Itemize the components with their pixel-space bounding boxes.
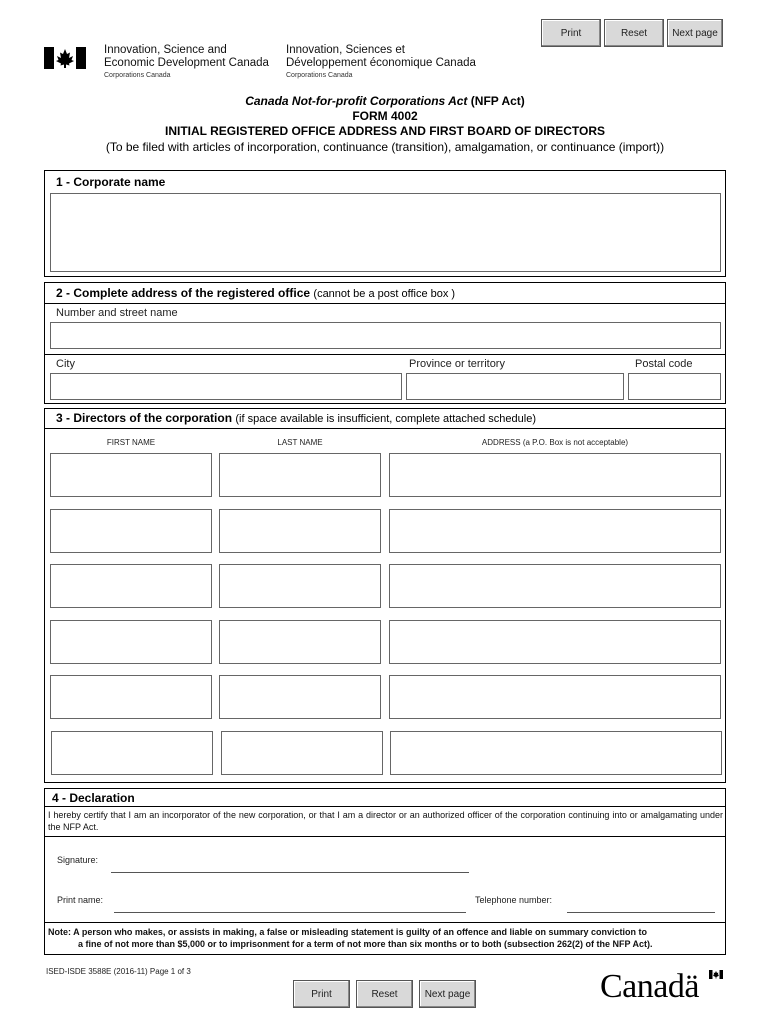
director-address-field[interactable] [389, 675, 721, 719]
city-field[interactable] [50, 373, 402, 400]
director-last-name-field[interactable] [219, 675, 381, 719]
director-first-name-field[interactable] [50, 675, 212, 719]
section-divider [44, 922, 726, 923]
signature-line[interactable] [111, 872, 469, 873]
postal-code-label: Postal code [635, 358, 693, 370]
section-divider [44, 354, 726, 355]
print-name-field[interactable] [114, 912, 466, 913]
director-last-name-field[interactable] [221, 731, 383, 775]
canada-flag-icon [44, 47, 86, 69]
director-address-field[interactable] [389, 564, 721, 608]
form-number: FORM 4002 [352, 109, 418, 123]
director-last-name-field[interactable] [219, 620, 381, 664]
signature-label: Signature: [57, 855, 99, 865]
column-header-address: ADDRESS (a P.O. Box is not acceptable) [481, 438, 629, 447]
column-header-last-name: LAST NAME [277, 438, 323, 447]
province-label: Province or territory [409, 358, 505, 370]
telephone-field[interactable] [567, 912, 715, 913]
province-field[interactable] [406, 373, 624, 400]
next-page-button[interactable]: Next page [667, 19, 723, 47]
print-button[interactable]: Print [293, 980, 350, 1008]
next-page-button[interactable]: Next page [419, 980, 476, 1008]
director-first-name-field[interactable] [50, 453, 212, 497]
postal-code-field[interactable] [628, 373, 721, 400]
legal-note-line-1: Note: A person who makes, or assists in making, a false or misleading statement is guilty of an offence and liable on summary conviction to [48, 927, 647, 937]
director-last-name-field[interactable] [219, 564, 381, 608]
director-address-field[interactable] [389, 453, 721, 497]
street-label: Number and street name [56, 307, 178, 319]
print-name-label: Print name: [57, 895, 104, 905]
reset-button[interactable]: Reset [604, 19, 664, 47]
director-first-name-field[interactable] [50, 509, 212, 553]
director-address-field[interactable] [389, 509, 721, 553]
section-divider [44, 806, 726, 807]
director-address-field[interactable] [389, 620, 721, 664]
section-divider [44, 428, 726, 429]
street-field[interactable] [50, 322, 721, 349]
reset-button[interactable]: Reset [356, 980, 413, 1008]
wordmark-flag-icon [709, 970, 723, 979]
section-divider [44, 303, 726, 304]
section-divider [44, 836, 726, 837]
legal-note-line-2: a fine of not more than $5,000 or to imprisonment for a term of not more than six months or to both (subsection 262(2) of the NFP Act). [78, 939, 653, 949]
director-last-name-field[interactable] [219, 453, 381, 497]
form-instructions: (To be filed with articles of incorporation, continuance (transition), amalgamation, or continuance (import)) [105, 140, 665, 154]
city-label: City [56, 358, 75, 370]
corporate-name-field[interactable] [50, 193, 721, 272]
form-identifier: ISED-ISDE 3588E (2016-11) Page 1 of 3 [46, 967, 191, 976]
section-2-title: 2 - Complete address of the registered office (cannot be a post office box ) [56, 286, 456, 300]
director-first-name-field[interactable] [50, 620, 212, 664]
print-button[interactable]: Print [541, 19, 601, 47]
department-name-english: Innovation, Science and Economic Development Canada Corporations Canada [104, 44, 269, 79]
section-1-title: 1 - Corporate name [56, 175, 166, 189]
section-4-title: 4 - Declaration [52, 791, 135, 805]
canada-wordmark: Canadä [600, 968, 699, 1005]
director-address-field[interactable] [390, 731, 722, 775]
director-last-name-field[interactable] [219, 509, 381, 553]
department-name-french: Innovation, Sciences et Développement économique Canada Corporations Canada [286, 44, 476, 79]
form-title: INITIAL REGISTERED OFFICE ADDRESS AND FIRST BOARD OF DIRECTORS [164, 124, 606, 138]
telephone-label: Telephone number: [475, 895, 553, 905]
section-3-title: 3 - Directors of the corporation (if space available is insufficient, complete attached schedule) [56, 411, 537, 425]
director-first-name-field[interactable] [50, 564, 212, 608]
act-title: Canada Not-for-profit Corporations Act (NFP Act) [245, 94, 525, 108]
director-first-name-field[interactable] [51, 731, 213, 775]
declaration-text: I hereby certify that I am an incorporator of the new corporation, or that I am a director or an authorized officer of the corporation continuing into or amalgamating under the NFP Act. [48, 810, 723, 832]
column-header-first-name: FIRST NAME [106, 438, 156, 447]
